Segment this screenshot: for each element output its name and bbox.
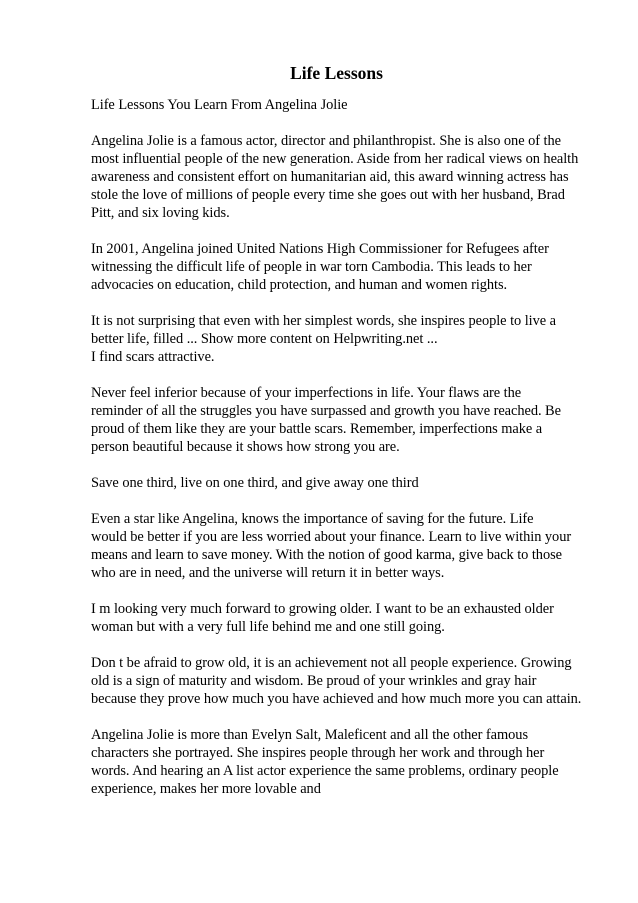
- paragraph-inspires: It is not surprising that even with her simplest words, she inspires people to live a better life, filled ... Show more content on Helpwriting.net ... I find scars attractive.: [91, 313, 556, 365]
- paragraph-save-heading: Save one third, live on one third, and give away one third: [91, 475, 419, 491]
- paragraph-unhcr: In 2001, Angelina joined United Nations High Commissioner for Refugees after witnessing the difficult life of people in war torn Cambodia. This leads to her advocacies on education, child protection, and human and women rights.: [91, 241, 549, 293]
- paragraph-closing: Angelina Jolie is more than Evelyn Salt, Maleficent and all the other famous characters she portrayed. She inspires people through her work and through her words. And hearing an A list actor experience the same problems, ordinary people experience, makes her more lovable and: [91, 727, 559, 797]
- paragraph-quote-older: I m looking very much forward to growing older. I want to be an exhausted older woman but with a very full life behind me and one still going.: [91, 601, 554, 635]
- page-title: Life Lessons: [290, 63, 383, 83]
- document-subtitle: Life Lessons You Learn From Angelina Jolie: [91, 97, 348, 113]
- paragraph-saving: Even a star like Angelina, knows the importance of saving for the future. Life would be better if you are less worried about your finance. Learn to live within your means and learn to save money. With the notion of good karma, give back to those who are in need, and the universe will return it in better ways.: [91, 511, 572, 581]
- paragraph-grow-old: Don t be afraid to grow old, it is an achievement not all people experience. Growing old is a sign of maturity and wisdom. Be proud of your wrinkles and gray hair because they prove how much you have achieved and how much more you can attain.: [91, 655, 582, 707]
- paragraph-intro: Angelina Jolie is a famous actor, director and philanthropist. She is also one of the most influential people of the new generation. Aside from her radical views on health awareness and consistent effort on humanitarian aid, this award winning actress has stole the love of millions of people every time she goes out with her husband, Brad Pitt, and six loving kids.: [91, 133, 579, 221]
- paragraph-imperfections: Never feel inferior because of your imperfections in life. Your flaws are the reminder of all the struggles you have surpassed and growth you have reached. Be proud of them like they are your battle scars. Remember, imperfections make a person beautiful because it shows how strong you are.: [91, 385, 561, 455]
